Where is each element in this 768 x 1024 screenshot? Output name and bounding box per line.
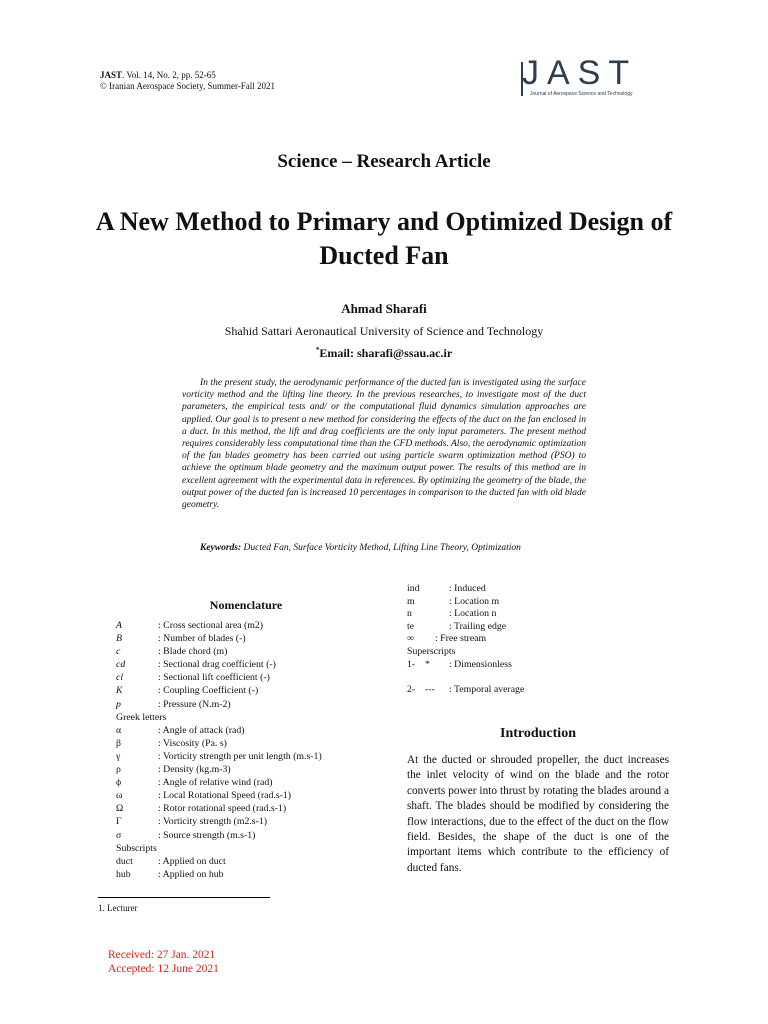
nom-desc: : Applied on hub <box>158 868 224 880</box>
nomenclature-row <box>116 802 322 815</box>
nomenclature-row <box>116 789 322 802</box>
introduction-text: At the ducted or shrouded propeller, the duct increases the inlet velocity of wind on the blade and the rotor converts power into thrust by rotating the blades around a shaft. The blades should be modified by considering the flow interactions, due to the effect of the duct on the flow field. Besides, the shape of the duct is one of the important items which contribute to the efficiency of ducted fans. <box>407 754 669 874</box>
article-type: Science – Research Article <box>277 151 491 172</box>
subscripts-header: Subscripts <box>116 842 157 854</box>
nom-symbol: B <box>116 633 122 645</box>
nom-symbol: ind <box>407 583 420 594</box>
nom-symbol: β <box>116 737 121 749</box>
nom-symbol: cl <box>116 672 124 684</box>
keywords-label: Keywords: <box>200 543 242 553</box>
nom-desc: : Trailing edge <box>449 620 507 632</box>
journal-abbrev: JAST <box>100 70 123 80</box>
journal-info <box>100 70 275 92</box>
nom-desc: : Source strength (m.s-1) <box>158 829 256 841</box>
nom-symbol: te <box>407 620 415 632</box>
journal-volume: . Vol. 14, No. 2, pp. 52-65 <box>122 70 216 80</box>
logo-word: JAST <box>522 54 638 92</box>
superscript-row <box>407 684 524 697</box>
nom-symbol: p <box>116 698 121 710</box>
nomenclature-row <box>116 737 322 750</box>
sup-mark: * <box>425 659 430 671</box>
nom-desc: : Location n <box>449 608 497 620</box>
nomenclature-row <box>407 621 524 634</box>
nomenclature-row <box>116 829 322 842</box>
nomenclature-row <box>116 619 322 632</box>
introduction-heading: Introduction <box>500 726 576 741</box>
greek-letters-header: Greek letters <box>116 711 167 723</box>
nom-symbol: ω <box>116 790 123 802</box>
keywords <box>200 543 600 553</box>
nom-desc: : Rotor rotational speed (rad.s-1) <box>158 803 287 815</box>
nom-desc: : Sectional drag coefficient (-) <box>158 659 276 671</box>
nomenclature-row <box>407 583 524 596</box>
nomenclature-row <box>116 671 322 684</box>
nom-desc: : Cross sectional area (m2) <box>158 620 264 631</box>
nomenclature-row <box>116 645 322 658</box>
nomenclature-row <box>116 724 322 737</box>
received-dates <box>108 948 219 976</box>
nomenclature-row <box>116 698 322 711</box>
nom-desc: : Density (kg.m-3) <box>158 764 231 776</box>
journal-logo <box>518 56 643 100</box>
keywords-text: Ducted Fan, Surface Vorticity Method, Lifting Line Theory, Optimization <box>243 543 521 553</box>
nomenclature-row <box>116 815 322 828</box>
spacer <box>407 672 524 685</box>
nomenclature-row <box>116 855 322 868</box>
nom-desc: : Local Rotational Speed (rad.s-1) <box>158 790 292 802</box>
nom-symbol: A <box>116 620 122 631</box>
nom-symbol: hub <box>116 868 131 880</box>
footnote-rule <box>98 897 270 898</box>
journal-volume-line <box>100 70 275 81</box>
sup-number: 1- <box>407 659 416 671</box>
received-date: Received: 27 Jan. 2021 <box>108 949 216 961</box>
nom-desc: : Number of blades (-) <box>158 633 246 645</box>
nom-desc: : Vorticity strength (m2.s-1) <box>158 816 268 828</box>
nom-symbol: γ <box>116 750 121 762</box>
email-text: Email: sharafi@ssau.ac.ir <box>319 346 453 360</box>
nomenclature-title: Nomenclature <box>209 598 283 612</box>
superscript-row <box>407 659 524 672</box>
accepted-date: Accepted: 12 June 2021 <box>108 963 219 975</box>
nom-symbol: K <box>116 685 123 697</box>
author-name: Ahmad Sharafi <box>341 301 427 316</box>
nom-desc: : Angle of attack (rad) <box>158 724 245 736</box>
nom-symbol: c <box>116 646 121 658</box>
nom-desc: : Sectional lift coefficient (-) <box>158 672 270 684</box>
nomenclature-row <box>116 868 322 881</box>
nom-symbol: ∞ <box>407 633 414 645</box>
nom-symbol: n <box>407 608 412 620</box>
superscripts-header: Superscripts <box>407 645 456 657</box>
nom-symbol: ϕ <box>116 777 122 789</box>
nomenclature-row <box>407 633 524 646</box>
nom-desc: : Blade chord (m) <box>158 646 228 658</box>
nom-symbol: ρ <box>116 764 121 776</box>
nomenclature-right-column <box>407 583 524 697</box>
nomenclature-row <box>407 608 524 621</box>
nom-desc: : Pressure (N.m-2) <box>158 698 231 710</box>
sup-mark: --- <box>425 684 435 696</box>
nom-desc: : Induced <box>449 583 486 594</box>
nomenclature-row <box>116 750 322 763</box>
nom-symbol: Ω <box>116 803 124 815</box>
nom-symbol: α <box>116 724 122 736</box>
nomenclature-row <box>116 658 322 671</box>
nom-symbol: Γ <box>116 816 122 828</box>
nom-desc: : Free stream <box>435 633 487 645</box>
nomenclature-row <box>116 632 322 645</box>
nom-desc: : Viscosity (Pa. s) <box>158 737 227 749</box>
author-email <box>0 346 768 361</box>
nomenclature-row <box>116 763 322 776</box>
nom-desc: : Angle of relative wind (rad) <box>158 777 273 789</box>
nomenclature-list <box>116 619 322 881</box>
nomenclature-row <box>116 776 322 789</box>
nom-symbol: duct <box>116 855 133 867</box>
nom-desc: : Temporal average <box>449 684 525 696</box>
nomenclature-row <box>407 596 524 609</box>
logo-subtitle: Journal of Aerospace Science and Technology <box>530 91 633 97</box>
sup-number: 2- <box>407 684 416 696</box>
footnote: 1. Lecturer <box>98 903 138 913</box>
author-affiliation: Shahid Sattari Aeronautical University of Science and Technology <box>224 324 544 338</box>
nom-desc: : Coupling Coefficient (-) <box>158 685 259 697</box>
nom-symbol: σ <box>116 829 122 841</box>
nomenclature-row <box>116 684 322 697</box>
paper-title: A New Method to Primary and Optimized Design of Ducted Fan <box>95 207 673 270</box>
email-marker: * <box>315 346 320 354</box>
nom-desc: : Location m <box>449 595 500 607</box>
nom-symbol: cd <box>116 659 126 671</box>
nom-desc: : Dimensionless <box>449 659 512 671</box>
abstract: In the present study, the aerodynamic performance of the ducted fan is investigated using the surface vorticity method and the lifting line theory. In the previous researches, to investigate most of the duct parameters, the empirical tests and/ or the computational fluid dynamics simulation approaches are applied. Our goal is to present a new method for considering the effects of the duct on the fan enclosed in a duct. In this method, the lift and drag coefficients are the only input parameters. The present method requires considerably less computational time than the CFD methods. Also, the aerodynamic optimization of the fan blades geometry has been carried out using particle swarm optimization method (PSO) to achieve the optimum blade geometry and the maximum output power. The results of this method are in excellent agreement with the experimental data in references. By optimizing the geometry of the blade, the output power of the ducted fan is increased 10 percentages in comparison to the ducted fan with old blade geometry. <box>182 378 586 511</box>
nom-desc: : Vorticity strength per unit length (m.s-1) <box>158 750 322 762</box>
journal-copyright: © Iranian Aerospace Society, Summer-Fall 2021 <box>100 81 276 91</box>
nom-desc: : Applied on duct <box>158 855 226 867</box>
nom-symbol: m <box>407 595 415 607</box>
